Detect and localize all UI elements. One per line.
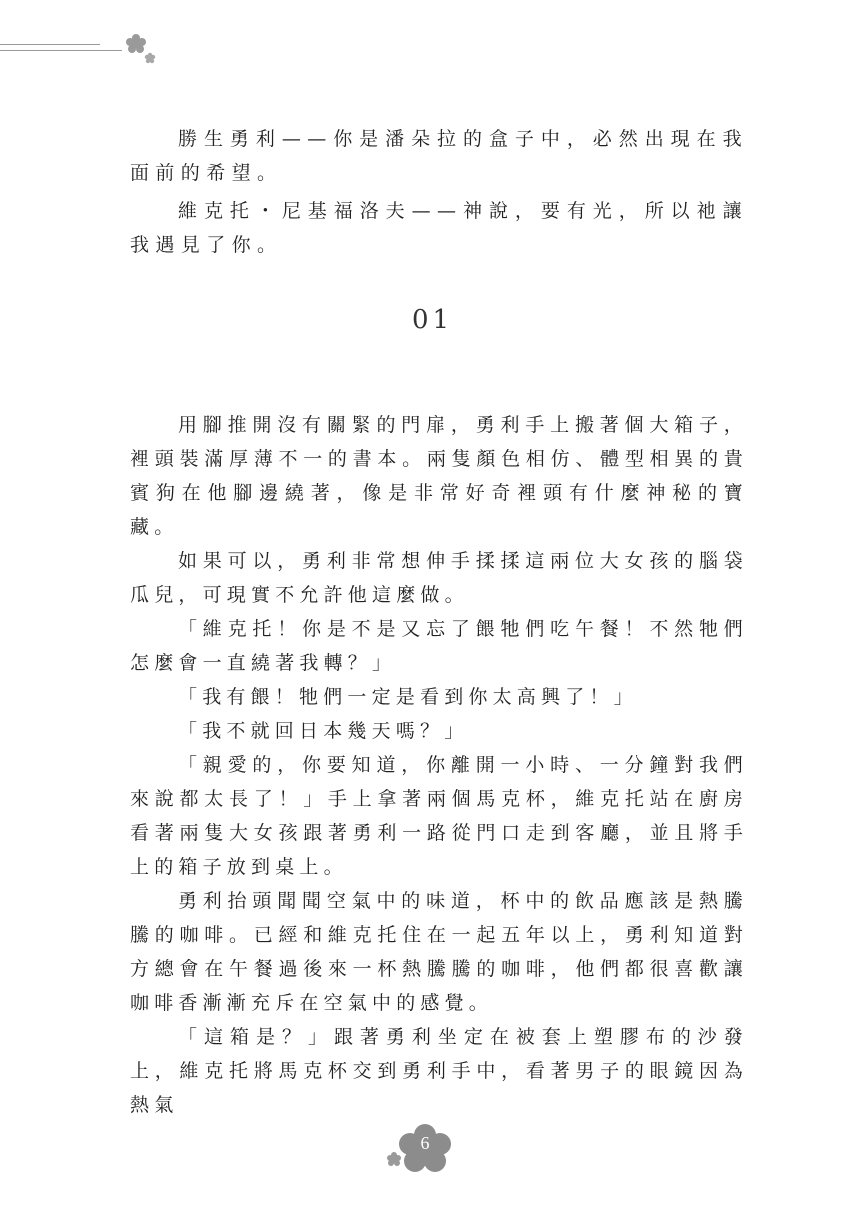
epigraph [130,122,748,266]
paragraph: 「這箱是？」跟著勇利坐定在被套上塑膠布的沙發上，維克托將馬克杯交到勇利手中，看著男子的眼鏡因為熱氣 [130,1026,748,1116]
epigraph-line: 維克托・尼基福洛夫——神說，要有光，所以祂讓我遇見了你。 [130,200,748,256]
paragraph: 勇利抬頭聞聞空氣中的味道，杯中的飲品應該是熱騰騰的咖啡。已經和維克托住在一起五年以上，勇利知道對方總會在午餐過後來一杯熱騰騰的咖啡，他們都很喜歡讓咖啡香漸漸充斥在空氣中的感覺。 [130,890,748,1014]
header-rule [0,44,122,56]
chapter-number: 01 [411,305,454,335]
paragraph: 如果可以，勇利非常想伸手揉揉這兩位大女孩的腦袋瓜兒，可現實不允許他這麼做。 [130,550,748,606]
flower-ornament-icon [122,30,162,70]
page-number: 6 [420,1133,430,1153]
paragraph: 用腳推開沒有關緊的門扉，勇利手上搬著個大箱子，裡頭裝滿厚薄不一的書本。兩隻顏色相仿、體型相異的貴賓狗在他腳邊繞著，像是非常好奇裡頭有什麼神秘的寶藏。 [130,414,748,538]
paragraph: 「親愛的，你要知道，你離開一小時、一分鐘對我們來說都太長了！」手上拿著兩個馬克杯，維克托站在廚房看著兩隻大女孩跟著勇利一路從門口走到客廳，並且將手上的箱子放到桌上。 [130,754,748,878]
paragraph: 「我不就回日本幾天嗎？」 [178,720,469,742]
paragraph: 「維克托！你是不是又忘了餵牠們吃午餐！不然牠們怎麼會一直繞著我轉？」 [130,618,748,674]
epigraph-line: 勝生勇利——你是潘朵拉的盒子中，必然出現在我面前的希望。 [130,128,748,184]
chapter-body [130,408,748,1122]
paragraph: 「我有餵！牠們一定是看到你太高興了！」 [178,686,638,708]
